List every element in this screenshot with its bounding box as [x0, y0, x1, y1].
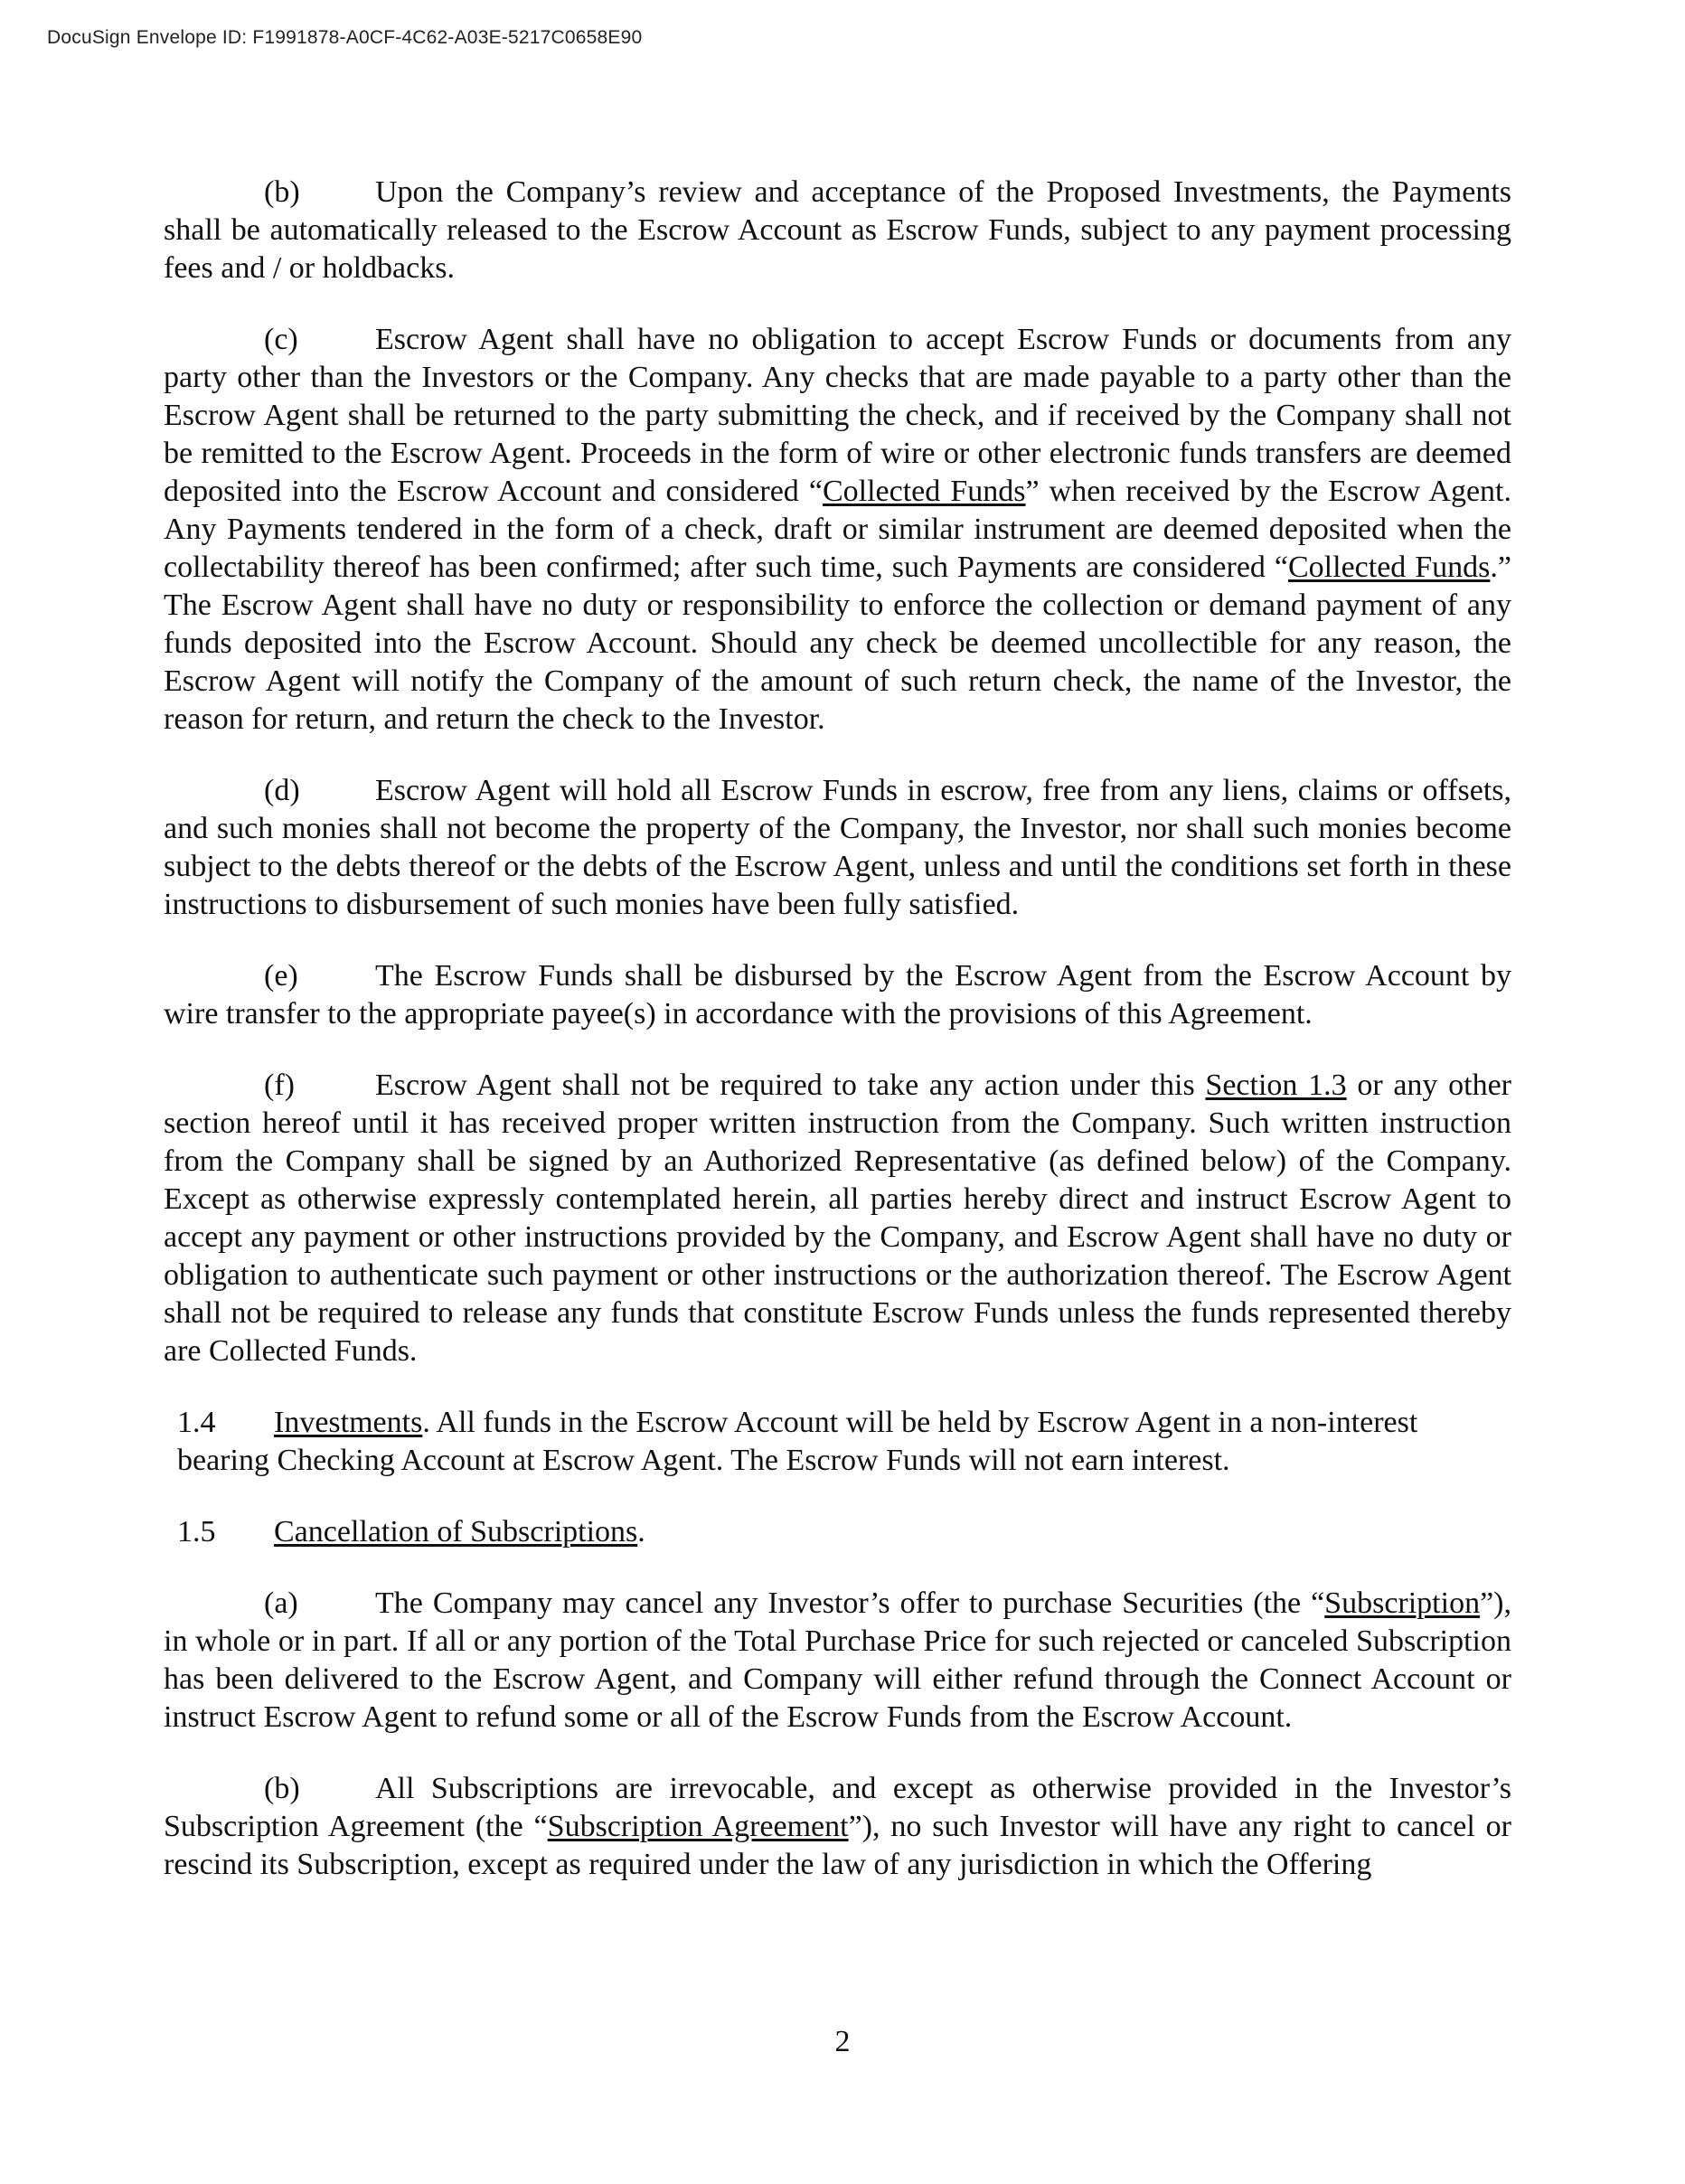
section-1-4 — [164, 1404, 1511, 1480]
section-heading: Cancellation of Subscriptions — [274, 1515, 638, 1549]
paragraph-text: Escrow Agent shall have no obligation to accept Escrow Funds or documents from any party other than the Investors or the Company. Any checks that are made payable to a party other than the Escrow Agent shall be returned to the party submitting the check, and if received by the Company shall not be remitted to the Escrow Agent. Proceeds in the form of wire or other electronic funds transfers are deemed deposited into the Escrow Account and considered “ — [164, 323, 1511, 508]
section-1-5-heading — [164, 1513, 1511, 1551]
paragraph-label: (f) — [264, 1068, 295, 1102]
section-reference: Section 1.3 — [1205, 1068, 1347, 1102]
paragraph-text: All Subscriptions are irrevocable, and except as otherwise provided in the Investor’s Subscription Agreement (the “ — [164, 1772, 1511, 1843]
paragraph-label: (d) — [264, 774, 300, 807]
document-body — [164, 174, 1511, 1917]
paragraph-text: ”), in whole or in part. If all or any portion of the Total Purchase Price for such rejected or canceled Subscription has been delivered to the Escrow Agent, and Company will either refund through the Connect Account or instruct Escrow Agent to refund some or all of the Escrow Funds from the Escrow Account. — [164, 1586, 1511, 1734]
paragraph-b — [164, 174, 1511, 287]
paragraph-text: ” when received by the Escrow Agent. Any Payments tendered in the form of a check, draft or similar instrument are deemed deposited when the collectability thereof has been confirmed; after such time, such Payments are considered “ — [164, 475, 1511, 584]
paragraph-1-5-a — [164, 1585, 1511, 1737]
section-text: . All funds in the Escrow Account will be held by Escrow Agent in a non-interest — [422, 1406, 1418, 1439]
section-heading: Investments — [274, 1406, 423, 1439]
paragraph-f — [164, 1067, 1511, 1370]
defined-term-subscription: Subscription — [1324, 1586, 1481, 1620]
section-heading-period: . — [637, 1515, 645, 1549]
section-number: 1.5 — [177, 1515, 216, 1549]
defined-term-subscription-agreement: Subscription Agreement — [547, 1810, 849, 1843]
section-text-continued: bearing Checking Account at Escrow Agent. The Escrow Funds will not earn interest. — [177, 1444, 1230, 1477]
paragraph-1-5-b — [164, 1770, 1511, 1884]
paragraph-label: (a) — [264, 1586, 298, 1620]
paragraph-c — [164, 321, 1511, 739]
paragraph-text: Upon the Company’s review and acceptance of the Proposed Investments, the Payments shall be automatically released to the Escrow Account as Escrow Funds, subject to any payment processing fees and / or holdbacks. — [164, 175, 1511, 285]
paragraph-label: (b) — [264, 175, 300, 209]
defined-term-collected-funds: Collected Funds — [822, 475, 1026, 508]
paragraph-text: The Company may cancel any Investor’s offer to purchase Securities (the “ — [375, 1586, 1325, 1620]
paragraph-label: (e) — [264, 959, 298, 993]
paragraph-text: The Escrow Funds shall be disbursed by the Escrow Agent from the Escrow Account by wire transfer to the appropriate payee(s) in accordance with the provisions of this Agreement. — [164, 959, 1511, 1031]
paragraph-text: Escrow Agent shall not be required to take any action under this — [375, 1068, 1206, 1102]
paragraph-text: .” The Escrow Agent shall have no duty or responsibility to enforce the collection or demand payment of any funds deposited into the Escrow Account. Should any check be deemed uncollectible for any reason, the Escrow Agent will notify the Company of the amount of such return check, the name of the Investor, the reason for return, and return the check to the Investor. — [164, 551, 1511, 736]
page-number: 2 — [834, 2025, 851, 2058]
docusign-envelope-id: DocuSign Envelope ID: F1991878-A0CF-4C62-A03E-5217C0658E90 — [47, 27, 643, 48]
section-number: 1.4 — [177, 1406, 216, 1439]
paragraph-label: (b) — [264, 1772, 300, 1805]
paragraph-text: ”), no such Investor will have any right to cancel or rescind its Subscription, except as required under the law of any jurisdiction in which the Offering — [164, 1810, 1511, 1881]
paragraph-d — [164, 772, 1511, 924]
paragraph-text: Escrow Agent will hold all Escrow Funds in escrow, free from any liens, claims or offsets, and such monies shall not become the property of the Company, the Investor, nor shall such monies become subject to the debts thereof or the debts of the Escrow Agent, unless and until the conditions set forth in these instructions to disbursement of such monies have been fully satisfied. — [164, 774, 1511, 921]
defined-term-collected-funds: Collected Funds — [1288, 551, 1491, 584]
paragraph-label: (c) — [264, 323, 298, 356]
paragraph-text: or any other section hereof until it has received proper written instruction from the Company. Such written instruction from the Company shall be signed by an Authorized Representative (as defined below) of the Company. Except as otherwise expressly contemplated herein, all parties hereby direct and instruct Escrow Agent to accept any payment or other instructions provided by the Company, and Escrow Agent shall have no duty or obligation to authenticate such payment or other instructions or the authorization thereof. The Escrow Agent shall not be required to release any funds that constitute Escrow Funds unless the funds represented thereby are Collected Funds. — [164, 1068, 1511, 1368]
paragraph-e — [164, 957, 1511, 1033]
